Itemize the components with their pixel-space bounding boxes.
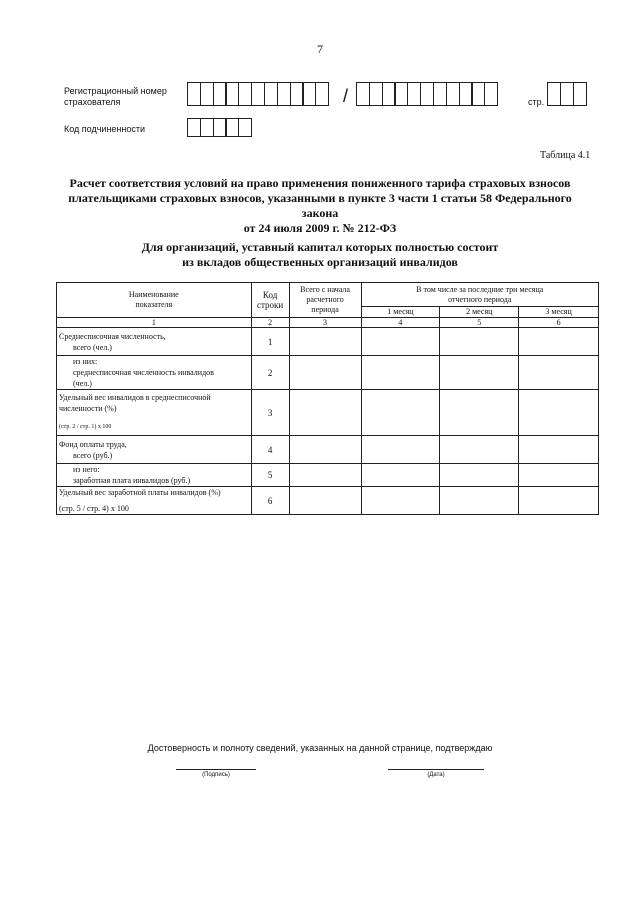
value-cell[interactable] [361,436,440,464]
registration-number-cells-right[interactable] [356,82,497,106]
page-number: 7 [317,42,323,56]
column-index: 1 [57,318,252,328]
row-name: из них: среднесписочная численность инвалидов (чел.) [57,356,252,390]
row-code: 4 [251,436,289,464]
value-cell[interactable] [440,390,519,436]
header-month-2: 2 месяц [440,307,519,318]
reg-cell[interactable] [484,82,498,106]
date-line[interactable] [388,769,484,770]
page-label: стр. [528,97,545,107]
value-cell[interactable] [289,436,361,464]
value-cell[interactable] [440,328,519,356]
section-subtitle [60,240,580,270]
value-cell[interactable] [289,356,361,390]
title-line1: Расчет соответствия условий на право применения пониженного тарифа страховых взносов [69,176,571,190]
value-cell[interactable] [519,464,599,487]
table-row [57,390,599,436]
table-number: Таблица 4.1 [540,150,591,161]
column-index: 2 [251,318,289,328]
row-code: 5 [251,464,289,487]
header-indicator-name: Наименование показателя [57,283,252,318]
value-cell[interactable] [440,464,519,487]
registration-number-label-line2: страхователя [64,97,121,107]
date-label: (Дата) [427,772,445,778]
page-number-cells[interactable] [547,82,585,106]
value-cell[interactable] [519,436,599,464]
subordination-code-cells[interactable] [187,118,251,137]
column-index: 5 [440,318,519,328]
registration-number-cells-left[interactable] [187,82,328,106]
column-index: 4 [361,318,440,328]
column-index: 6 [519,318,599,328]
subtitle-line2: из вкладов общественных организаций инвалидов [182,255,458,269]
value-cell[interactable] [440,356,519,390]
value-cell[interactable] [289,328,361,356]
value-cell[interactable] [361,464,440,487]
row-name: Фонд оплаты труда, всего (руб.) [57,436,252,464]
row-code: 3 [251,390,289,436]
value-cell[interactable] [361,487,440,515]
header-month-1: 1 месяц [361,307,440,318]
title-line2: плательщиками страховых взносов, указанными в пункте 3 части 1 статьи 58 Федерального закона [68,191,572,220]
document-title [60,176,580,236]
value-cell[interactable] [519,390,599,436]
title-line3: от 24 июля 2009 г. № 212-ФЗ [243,221,397,235]
header-line-code: Код строки [251,283,289,318]
value-cell[interactable] [361,390,440,436]
page-cell[interactable] [573,82,587,106]
value-cell[interactable] [519,328,599,356]
row-name: Среднесписочная численность, всего (чел.) [57,328,252,356]
signature-label: (Подпись) [202,772,230,778]
row-name: Удельный вес инвалидов в среднесписочной численности (%) (стр. 2 / стр. 1) х 100 [57,390,252,436]
value-cell[interactable] [361,328,440,356]
table-row [57,464,599,487]
registration-number-label [64,86,167,108]
row-code: 1 [251,328,289,356]
value-cell[interactable] [361,356,440,390]
header-period-total: Всего с начала расчетного периода [289,283,361,318]
registration-number-label-line1: Регистрационный номер [64,86,167,96]
value-cell[interactable] [289,487,361,515]
row-code: 6 [251,487,289,515]
table-row [57,436,599,464]
subordination-code-label: Код подчиненности [64,124,146,134]
value-cell[interactable] [289,464,361,487]
column-index: 3 [289,318,361,328]
header-month-3: 3 месяц [519,307,599,318]
reg-cell[interactable] [315,82,329,106]
header-last-three-months: В том числе за последние три месяца отчетного периода [361,283,599,307]
signature-line[interactable] [176,769,256,770]
row-name: Удельный вес заработной платы инвалидов (%) (стр. 5 / стр. 4) х 100 [57,487,252,515]
subtitle-line1: Для организаций, уставный капитал которых полностью состоит [141,240,499,254]
value-cell[interactable] [440,487,519,515]
value-cell[interactable] [440,436,519,464]
row-code: 2 [251,356,289,390]
table-row [57,328,599,356]
registration-slash: / [343,86,349,106]
table-row [57,487,599,515]
row-name: из него: заработная плата инвалидов (руб.) [57,464,252,487]
subordination-cell[interactable] [238,118,252,137]
value-cell[interactable] [289,390,361,436]
confirmation-text: Достоверность и полноту сведений, указанных на данной странице, подтверждаю [147,743,493,753]
value-cell[interactable] [519,356,599,390]
column-index-row [57,318,599,328]
value-cell[interactable] [519,487,599,515]
table-row [57,356,599,390]
calculation-table [56,282,599,515]
